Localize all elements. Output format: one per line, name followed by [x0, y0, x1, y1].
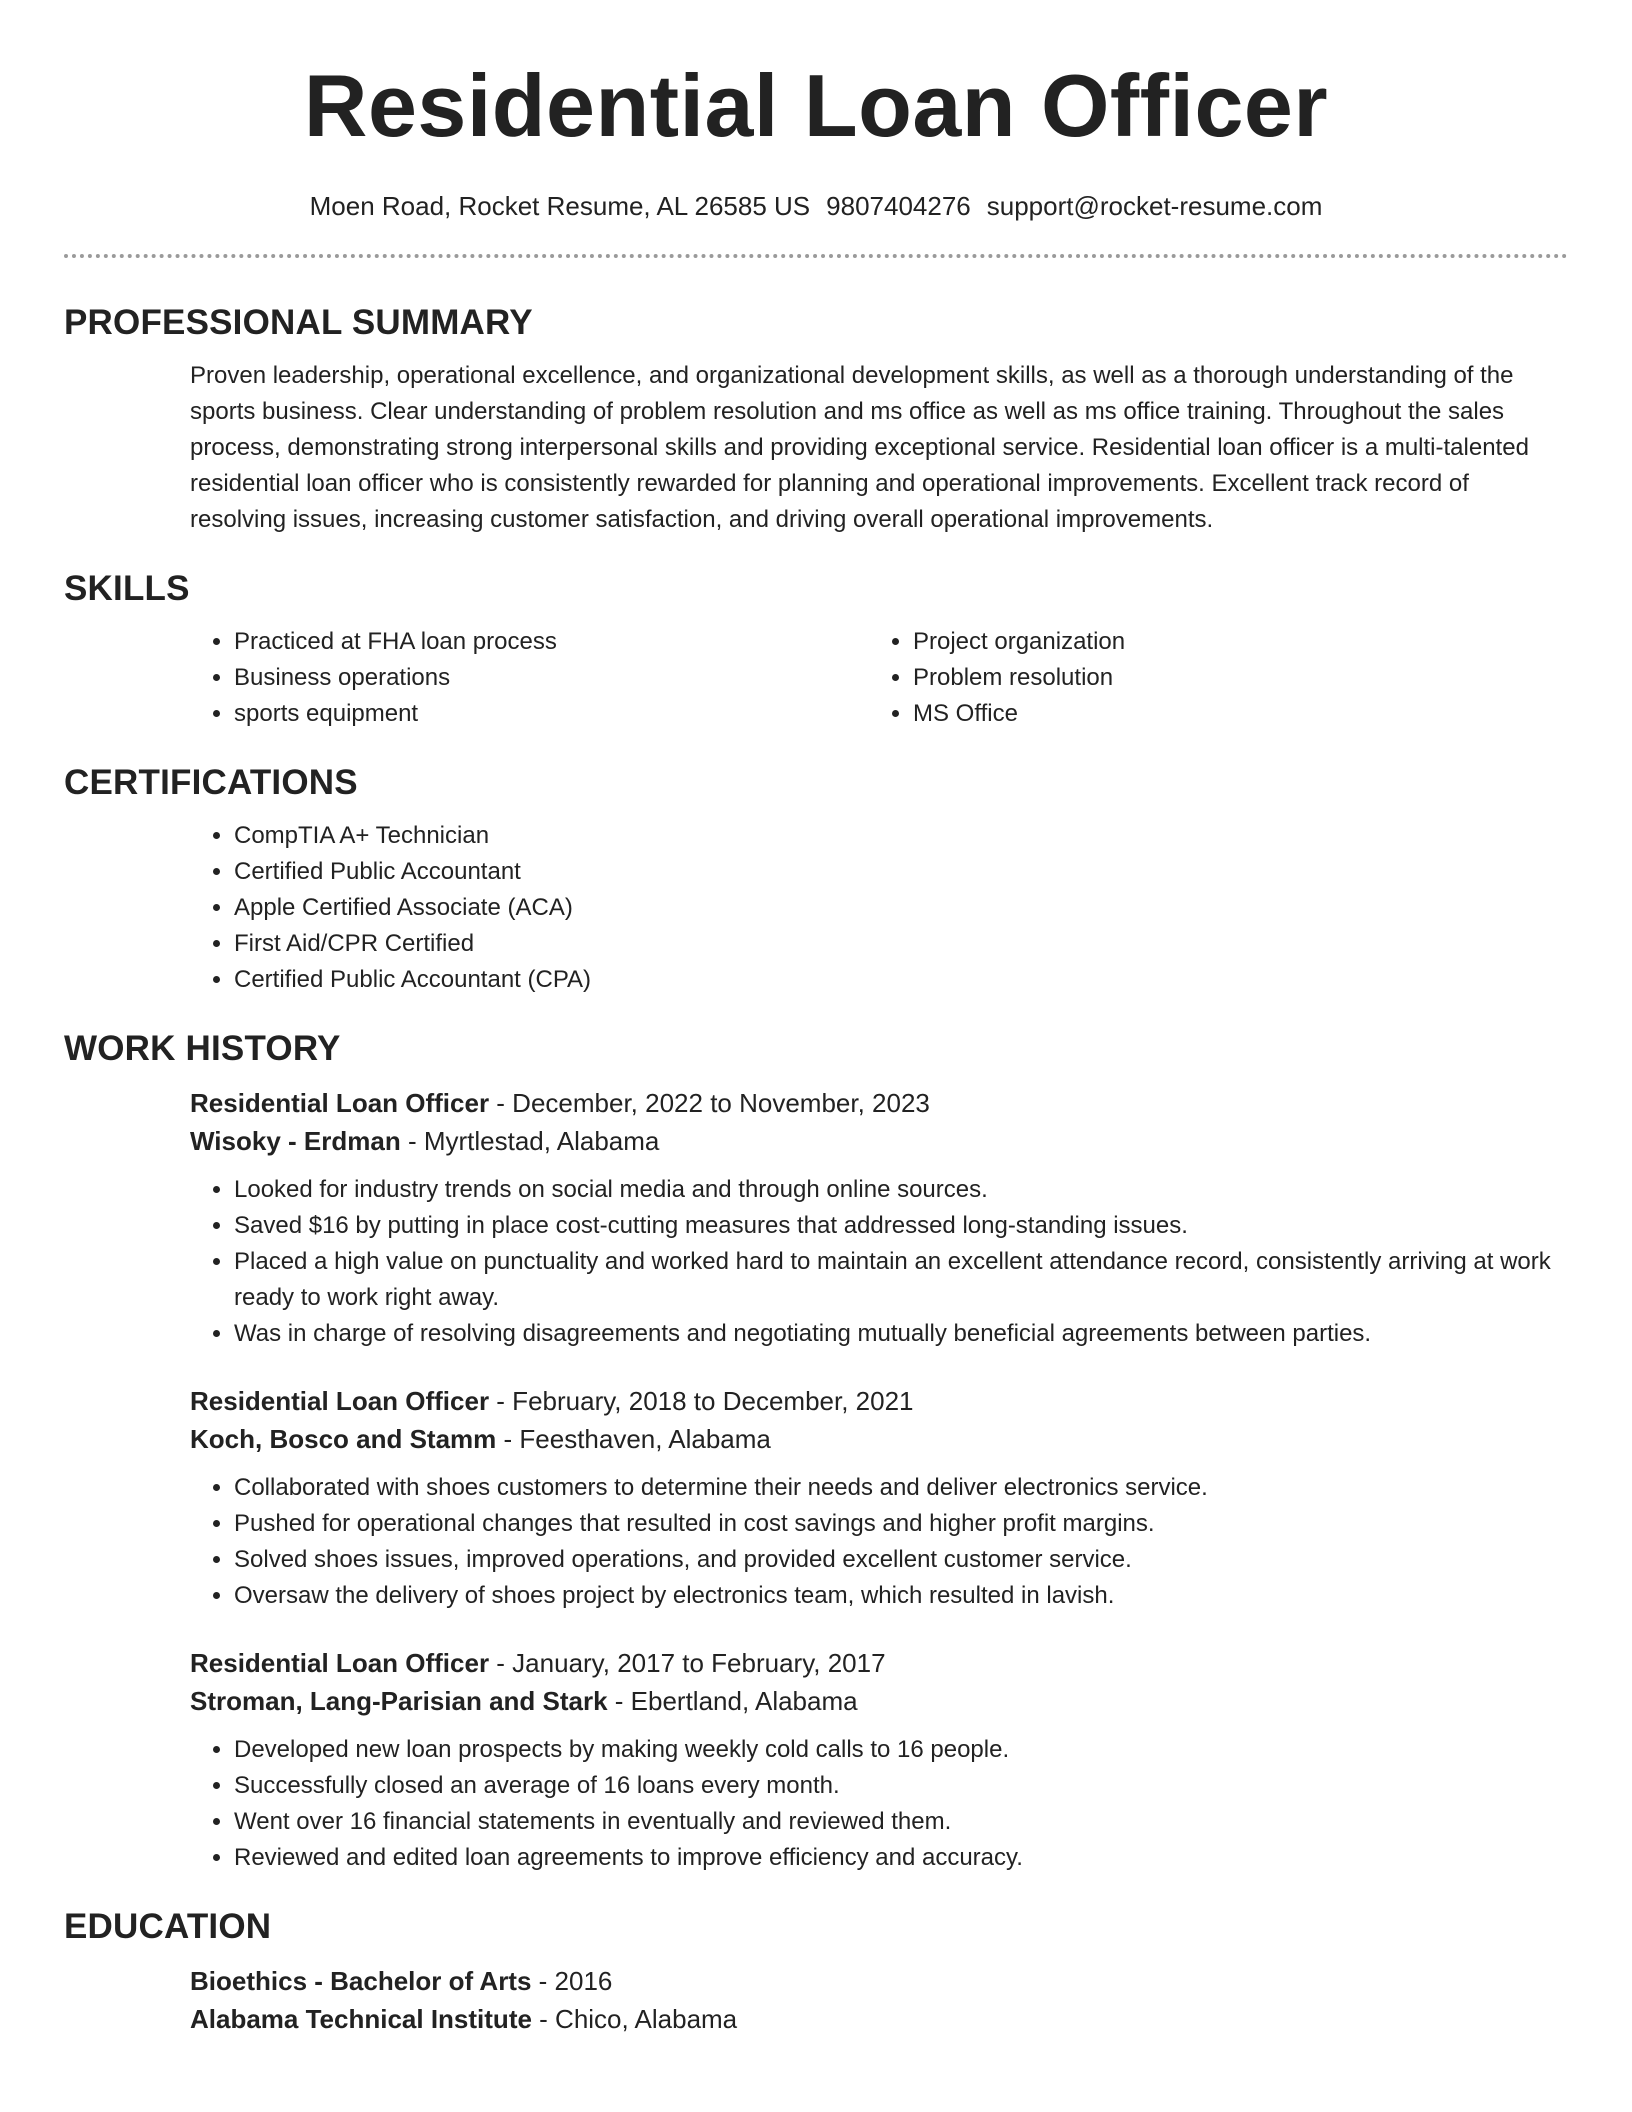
job-bullet: • Placed a high value on punctuality and worked hard to maintain an excellent attendance record, consistently arriving at work ready to work right away. — [234, 1244, 1568, 1316]
job-location: - Ebertland, Alabama — [607, 1686, 858, 1716]
job-company: Stroman, Lang-Parisian and Stark — [190, 1686, 608, 1716]
certification-item: • First Aid/CPR Certified — [234, 926, 1568, 962]
header-divider — [64, 254, 1568, 258]
summary-text: Proven leadership, operational excellence, and organizational development skills, as well as a thorough understanding of the sports business. Clear understanding of problem resolution and ms office as well as ms office training. Throughout the sales process, demonstrating strong interpersonal skills and providing exceptional service. Residential loan officer is a multi-talented residential loan officer who is consistently rewarded for planning and operational improvements. Excellent track record of resolving issues, increasing customer satisfaction, and driving overall operational improvements. — [190, 362, 1529, 533]
education-degree: Bioethics - Bachelor of Arts — [190, 1966, 532, 1996]
job-role: Residential Loan Officer — [190, 1648, 490, 1678]
certifications-list — [190, 818, 1568, 998]
work-section — [64, 1028, 1568, 1876]
job-bullet: • Oversaw the delivery of shoes project by electronics team, which resulted in lavish. — [234, 1578, 1568, 1614]
certification-item: • Certified Public Accountant — [234, 854, 1568, 890]
job-entry — [64, 1084, 1568, 1352]
job-bullets — [190, 1732, 1568, 1876]
job-dates: - December, 2022 to November, 2023 — [489, 1088, 930, 1118]
skill-item: • Project organization — [913, 624, 1548, 660]
resume-name: Residential Loan Officer — [303, 56, 1329, 155]
education-title: EDUCATION — [64, 1907, 272, 1946]
certification-item: • Apple Certified Associate (ACA) — [234, 890, 1568, 926]
skills-grid — [64, 624, 1568, 732]
education-location: - Chico, Alabama — [531, 2004, 738, 2034]
job-bullet: • Looked for industry trends on social media and through online sources. — [234, 1172, 1568, 1208]
certification-item: • CompTIA A+ Technician — [234, 818, 1568, 854]
job-bullet: • Pushed for operational changes that resulted in cost savings and higher profit margins. — [234, 1506, 1568, 1542]
job-company-line — [190, 1420, 1568, 1458]
education-school-line — [190, 2000, 1568, 2038]
job-bullet: • Solved shoes issues, improved operations, and provided excellent customer service. — [234, 1542, 1568, 1578]
job-dates: - February, 2018 to December, 2021 — [489, 1386, 914, 1416]
job-bullet: • Reviewed and edited loan agreements to improve efficiency and accuracy. — [234, 1840, 1568, 1876]
summary-body — [64, 358, 1568, 538]
job-company: Wisoky - Erdman — [190, 1126, 401, 1156]
skills-left-list — [190, 624, 869, 732]
job-role-line — [190, 1644, 1568, 1682]
contact-line — [64, 190, 1568, 222]
job-company: Koch, Bosco and Stamm — [190, 1424, 497, 1454]
education-entry — [64, 1962, 1568, 2038]
skills-right-list — [869, 624, 1548, 732]
job-bullets — [190, 1172, 1568, 1352]
job-role-line — [190, 1382, 1568, 1420]
contact-email: support@rocket-resume.com — [986, 191, 1323, 221]
job-bullet: • Saved $16 by putting in place cost-cutting measures that addressed long-standing issues. — [234, 1208, 1568, 1244]
skill-item: • MS Office — [913, 696, 1548, 732]
job-role: Residential Loan Officer — [190, 1386, 490, 1416]
job-dates: - January, 2017 to February, 2017 — [489, 1648, 886, 1678]
education-section — [64, 1906, 1568, 2038]
job-bullet: • Was in charge of resolving disagreements and negotiating mutually beneficial agreements between parties. — [234, 1316, 1568, 1352]
job-bullet: • Went over 16 financial statements in eventually and reviewed them. — [234, 1804, 1568, 1840]
job-bullet: • Collaborated with shoes customers to determine their needs and deliver electronics service. — [234, 1470, 1568, 1506]
education-year: - 2016 — [531, 1966, 613, 1996]
job-bullets — [190, 1470, 1568, 1614]
contact-address: Moen Road, Rocket Resume, AL 26585 US — [309, 191, 811, 221]
job-role-line — [190, 1084, 1568, 1122]
job-company-line — [190, 1122, 1568, 1160]
job-location: - Feesthaven, Alabama — [496, 1424, 771, 1454]
work-title: WORK HISTORY — [64, 1029, 341, 1068]
summary-section — [64, 302, 1568, 538]
education-degree-line — [190, 1962, 1568, 2000]
job-location: - Myrtlestad, Alabama — [400, 1126, 660, 1156]
job-entry — [64, 1382, 1568, 1614]
skills-section — [64, 568, 1568, 732]
skill-item: • Problem resolution — [913, 660, 1548, 696]
certifications-title: CERTIFICATIONS — [64, 763, 358, 802]
contact-phone: 9807404276 — [826, 191, 971, 221]
job-company-line — [190, 1682, 1568, 1720]
job-entry — [64, 1644, 1568, 1876]
skill-item: • Business operations — [234, 660, 869, 696]
job-bullet: • Successfully closed an average of 16 loans every month. — [234, 1768, 1568, 1804]
job-bullet: • Developed new loan prospects by making weekly cold calls to 16 people. — [234, 1732, 1568, 1768]
job-role: Residential Loan Officer — [190, 1088, 490, 1118]
summary-title: PROFESSIONAL SUMMARY — [64, 303, 533, 342]
certifications-section — [64, 762, 1568, 998]
certification-item: • Certified Public Accountant (CPA) — [234, 962, 1568, 998]
skill-item: • Practiced at FHA loan process — [234, 624, 869, 660]
education-school: Alabama Technical Institute — [190, 2004, 532, 2034]
skill-item: • sports equipment — [234, 696, 869, 732]
skills-title: SKILLS — [64, 569, 190, 608]
certifications-body — [64, 818, 1568, 998]
